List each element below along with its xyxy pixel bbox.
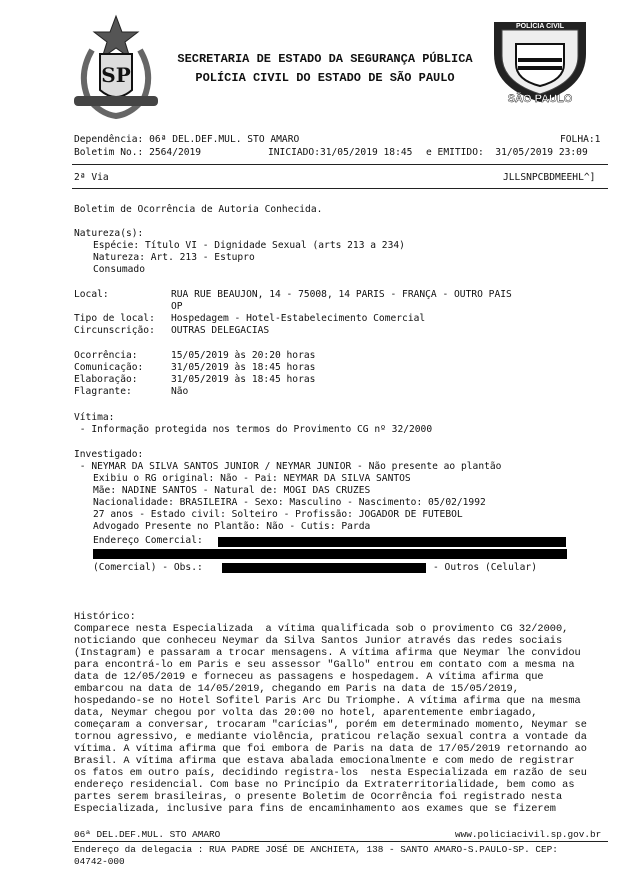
outros-celular: - Outros (Celular)	[433, 562, 537, 573]
redaction-bar	[93, 549, 567, 559]
divider	[72, 188, 608, 189]
flagrante-label: Flagrante:	[74, 386, 132, 397]
footer-cep: 04742-000	[74, 856, 125, 867]
local-label: Local:	[74, 289, 109, 300]
svg-text:SP: SP	[101, 63, 131, 87]
ocorrencia-label: Ocorrência:	[74, 350, 138, 361]
elaboracao-label: Elaboração:	[74, 374, 138, 385]
consumado: Consumado	[93, 264, 145, 275]
historico-line: data de 12/05/2019 e forneceu as passagens e hospedagem. A vítima afirma que	[74, 671, 544, 683]
natureza: Natureza: Art. 213 - Estupro	[93, 252, 255, 263]
historico-line: vítima. A vítima afirma que foi embora de Paris na data de 17/05/2019 retornando ao	[74, 743, 587, 755]
ocorrencia-value: 15/05/2019 às 20:20 horas	[171, 350, 316, 361]
vitima-label: Vítima:	[74, 412, 115, 423]
historico-line: (Instagram) e passaram a trocar mensagens. A vítima afirma que Neymar lhe convidou	[74, 647, 581, 659]
endereco-comercial-label: Endereço Comercial:	[93, 535, 203, 546]
historico-line: para encontrá-lo em Paris e seu assessor "Gallo" entrou em contato com a mesma na	[74, 659, 575, 671]
flagrante-value: Não	[171, 386, 189, 397]
redaction-bar	[218, 537, 566, 547]
historico	[74, 611, 614, 815]
historico-line: hospedando-se no Hotel Sofitel Paris Arc Du Triomphe. A vítima afirma que na mesma	[74, 695, 581, 707]
via: 2ª Via	[74, 172, 109, 183]
dependencia: Dependência: 06ª DEL.DEF.MUL. STO AMARO	[74, 134, 300, 145]
tipo-local-value: Hospedagem - Hotel-Estabelecimento Comercial	[171, 313, 426, 324]
svg-text:SÃO PAULO: SÃO PAULO	[507, 93, 573, 105]
investigado-advogado: Advogado Presente no Plantão: Não - Cutis: Parda	[93, 521, 371, 532]
sp-coat-of-arms-icon	[70, 14, 162, 120]
investigado-name: - NEYMAR DA SILVA SANTOS JUNIOR / NEYMAR JUNIOR - Não presente ao plantão	[74, 461, 502, 472]
historico-line: embarcou na data de 14/05/2019, chegando em Paris na data de 15/05/2019,	[74, 683, 519, 695]
footer-divider	[72, 841, 608, 842]
historico-line: começaram a conversar, trocaram "carícias", porém em determinado momento, Neymar se	[74, 719, 587, 731]
historico-line: tornou agressivo, e mediante violência, praticou relação sexual contra a vontade da	[74, 731, 587, 743]
codigo: JLLSNPCBDMEEHL^]	[503, 172, 596, 183]
comunicacao-value: 31/05/2019 às 18:45 horas	[171, 362, 316, 373]
investigado-label: Investigado:	[74, 449, 144, 460]
footer-endereco: Endereço da delegacia : RUA PADRE JOSÉ DE ANCHIETA, 138 - SANTO AMARO-S.PAULO-SP. CEP:	[74, 844, 558, 855]
emitido: e EMITIDO: 31/05/2019 23:09	[426, 147, 588, 158]
historico-line: partes serem brasileiras, o presente Boletim de Ocorrência foi registrado nesta	[74, 791, 563, 803]
local-value-2: OP	[171, 301, 183, 312]
circunscricao-label: Circunscrição:	[74, 325, 155, 336]
historico-line: endereço residencial. Com base no Princípio da Extraterritorialidade, bem como as	[74, 779, 575, 791]
historico-line: Especializada, inclusive para fins de encaminhamento aos exames que se fizerem	[74, 803, 556, 815]
elaboracao-value: 31/05/2019 às 18:45 horas	[171, 374, 316, 385]
footer-delegacia: 06ª DEL.DEF.MUL. STO AMARO	[74, 829, 221, 840]
historico-line: Brasil. A vítima afirma que estava abalada emocionalmente e com medo de registrar	[74, 755, 575, 767]
tipo-boletim: Boletim de Ocorrência de Autoria Conhecida.	[74, 204, 323, 215]
natureza-label: Natureza(s):	[74, 228, 144, 239]
comercial-obs: (Comercial) - Obs.:	[93, 562, 203, 573]
svg-text:POLÍCIA CIVIL: POLÍCIA CIVIL	[516, 23, 564, 30]
comunicacao-label: Comunicação:	[74, 362, 144, 373]
especie: Espécie: Título VI - Dignidade Sexual (arts 213 a 234)	[93, 240, 405, 251]
historico-label: Histórico:	[74, 611, 136, 623]
investigado-idade: 27 anos - Estado civil: Solteiro - Profissão: JOGADOR DE FUTEBOL	[93, 509, 463, 520]
folha: FOLHA:1	[560, 134, 601, 145]
circunscricao-value: OUTRAS DELEGACIAS	[171, 325, 270, 336]
vitima-value: - Informação protegida nos termos do Provimento CG nº 32/2000	[74, 424, 433, 435]
local-value: RUA RUE BEAUJON, 14 - 75008, 14 PARIS - FRANÇA - OUTRO PAIS	[171, 289, 512, 300]
historico-line: noticiando que conheceu Neymar da Silva Santos Junior através das redes sociais	[74, 635, 563, 647]
historico-line: data, Neymar chegou por volta das 20:00 no hotel, aparentemente embriagado,	[74, 707, 538, 719]
historico-line: os fatos em outro país, decidindo registra-los nesta Especializada em razão de seu	[74, 767, 587, 779]
footer-site[interactable]: www.policiacivil.sp.gov.br	[455, 829, 602, 840]
redaction-bar	[222, 563, 426, 573]
iniciado: INICIADO:31/05/2019 18:45	[268, 147, 413, 158]
policia-civil-badge-icon	[488, 14, 592, 106]
investigado-nacionalidade: Nacionalidade: BRASILEIRA - Sexo: Masculino - Nascimento: 05/02/1992	[93, 497, 486, 508]
header-secretaria: SECRETARIA DE ESTADO DA SEGURANÇA PÚBLICA	[177, 52, 473, 66]
boletim-number: Boletim No.: 2564/2019	[74, 147, 202, 158]
historico-line: Comparece nesta Especializada a vítima qualificada sob o provimento CG 32/2000,	[74, 623, 569, 635]
investigado-rg: Exibiu o RG original: Não - Pai: NEYMAR DA SILVA SANTOS	[93, 473, 411, 484]
divider	[72, 164, 608, 165]
tipo-local-label: Tipo de local:	[74, 313, 155, 324]
header-policia: POLÍCIA CIVIL DO ESTADO DE SÃO PAULO	[195, 71, 455, 85]
investigado-mae: Mãe: NADINE SANTOS - Natural de: MOGI DAS CRUZES	[93, 485, 371, 496]
